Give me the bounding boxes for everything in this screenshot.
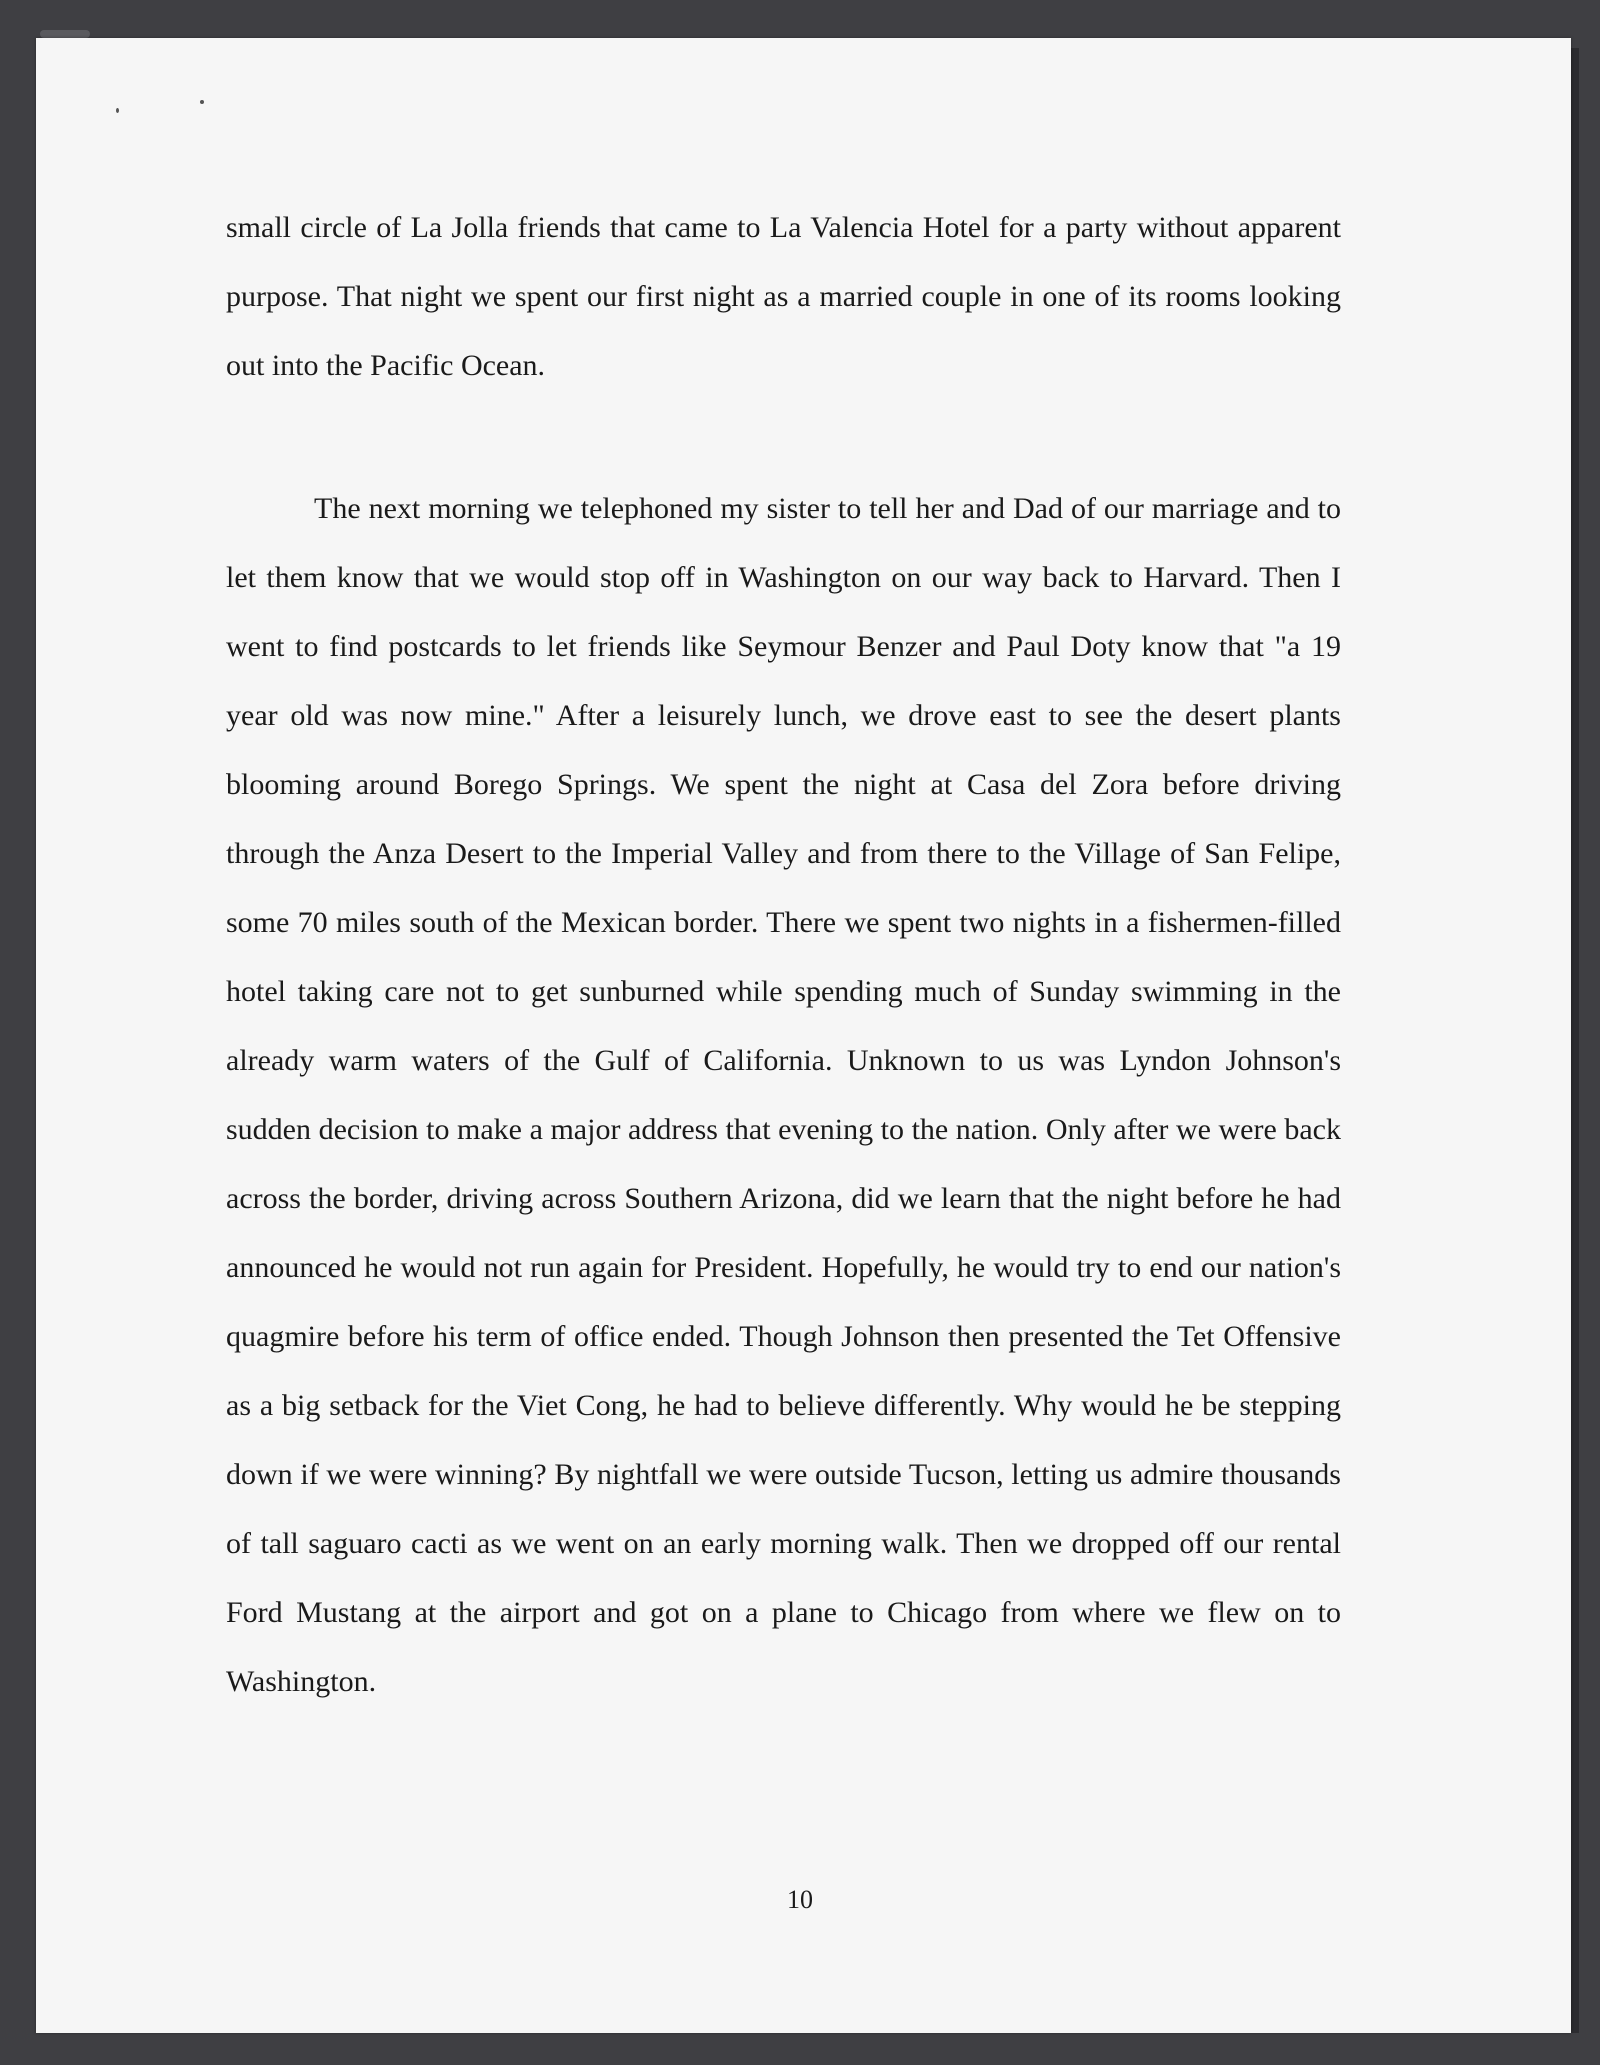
scan-background-edge [1571,48,1579,2033]
paragraph-body: The next morning we telephoned my sister to tell her and Dad of our marriage and to let them know that we would stop off in Washington on our way back to Harvard. Then I went to find postcards to let friends like Seymour Benzer and Paul Doty know that "a 19 year old was now mine." After a leisurely lunch, we drove east to see the desert plants blooming around Borego Springs. We spent the night at Casa del Zora before driving through the Anza Desert to the Imperial Valley and from there to the Village of San Felipe, some 70 miles south of the Mexican border. There we spent two nights in a fishermen-filled hotel taking care not to get sunburned while spending much of Sunday swimming in the already warm waters of the Gulf of California. Unknown to us was Lyndon Johnson's sudden decision to make a major address that evening to the nation. Only after we were back across the border, driving across Southern Arizona, did we learn that the night before he had announced he would not run again for President. Hopefully, he would try to end our nation's quagmire before his term of office ended. Though Johnson then presented the Tet Offensive as a big setback for the Viet Cong, he had to believe differently. Why would he be stepping down if we were winning? By nightfall we were outside Tucson, letting us admire thousands of tall saguaro cacti as we went on an early morning walk. Then we dropped off our rental Ford Mustang at the airport and got on a plane to Chicago from where we flew on to Washington. [226,492,1341,1698]
paper-speck [200,100,204,104]
paper-speck [116,108,119,113]
page-number: 10 [787,1885,813,1914]
scan-corner-mark [40,30,90,38]
paragraph-continuation: small circle of La Jolla friends that came to La Valencia Hotel for a party without apparent purpose. That night we spent our first night as a married couple in one of its rooms looking out into the Pacific Ocean. [226,211,1341,382]
